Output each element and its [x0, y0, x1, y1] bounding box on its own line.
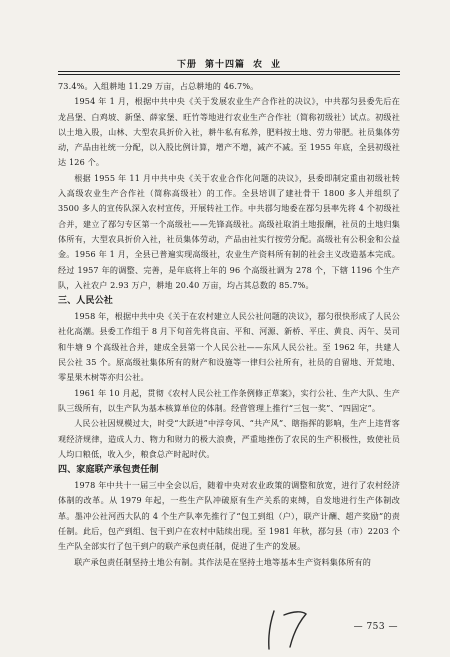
paragraph: 联产承包责任制坚持土地公有制。其作法是在坚持土地等基本生产资料集体所有的	[74, 556, 371, 567]
header-chapter: 第十四篇	[204, 59, 245, 70]
header-volume: 下册	[176, 59, 197, 70]
header-section: 农	[253, 59, 264, 70]
paragraph: 1954 年 1 月，根据中共中央《关于发展农业生产合作社的决议》，中共鄀匀县委先后在龙昌堡、白鸡坡、新堡、薛家堡、旺竹等地进行农业生产合作社（简称初级社）试点。初级社以土地入股，山林、大型农具折价入社，耕牛私有私养，肥料按土地、劳力带肥。社员集体劳动，产品由社统一分配，以入股比例计算，增产不增，减产不减。至 1955 年底，全县初级社达 126 个。	[58, 96, 400, 168]
paragraph: 根据 1955 年 11 月中共中央《关于农业合作化问题的决议》，县委即制定重由初级社转入高级农业生产合作社（简称高级社）的工作。全县培训了建社骨干 1800 多人并组织了 3500 多人的宣传队深入农村宣传，开展转社工作。中共鄀匀地委在鄀匀县率先将 4 个初级社合并，建立了鄀匀专区第一个高级社——先锋高级社。高级社取消土地报酬，社员的土地归集体所有，大型农具折价入社，社员集体劳动，产品由社实行按劳分配。高级社有公积金和公益金。1956 年 1 月，全县已普遍实现高级社，农业生产资料所有制的社会主义改造基本完成。经过 1957 年的调整、完善，是年底将上年的 96 个高级社调为 278 个，下辖 1196 个生产队，入社农户 2.93 万户，耕地 20.40 万亩，均占其总数的 85.7%。	[58, 172, 400, 290]
section-heading-people-commune: 三、人民公社	[58, 296, 113, 307]
paragraph: 1978 年中共十一届三中全会以后，随着中央对农业政策的调整和放宽，进行了农村经济体制的改革。从 1979 年起，一些生产队冲破原有生产关系的束缚，自发地进行生产体制改革。墨冲公社河西大队的 4 个生产队率先推行了“包工到组（户），联产计酬、超产奖励”的责任制。此后，包产到组、包干到户在农村中陆续出现。至 1981 年秋，鄀匀县（市）2203 个生产队全部实行了包干到户的联产承包责任制，促进了生产的发展。	[58, 480, 400, 552]
handwritten-mark	[260, 605, 320, 653]
paragraph: 1958 年，根据中共中央《关于在农村建立人民公社问题的决议》，鄀匀很快形成了人民公社化高潮。县委工作组于 8 月下旬首先将良亩、平和、河源、新桥、平庄、黄良、丙午、吴司和牛塘 9 个高级社合并，建成全县第一个人民公社——东风人民公社。至 1962 年，共建人民公社 35 个。原高级社集体所有的财产和设施等一律归公社所有，社员的自留地、开荒地、零星果木树等亦归公社。	[58, 311, 400, 383]
header-rule-thick	[58, 71, 400, 72]
paragraph: 1961 年 10 月起，贯彻《农村人民公社工作条例修正草案》，实行公社、生产大队、生产队三级所有，以生产队为基本核算单位的体制。经营管理上推行“三包一奖”、“四固定”。	[58, 387, 400, 413]
header-rule-thin	[58, 74, 400, 75]
header-section-2: 业	[271, 59, 282, 70]
page-number: — 753 —	[353, 622, 398, 632]
running-header	[58, 55, 400, 71]
body-text	[58, 79, 400, 570]
section-heading-household-responsibility: 四、家庭联产承包责任制	[58, 465, 159, 476]
paragraph: 73.4%。入组耕地 11.29 万亩，占总耕地的 46.7%。	[58, 81, 259, 91]
paragraph: 人民公社因规模过大，时受“大跃进”中浮夸风、“共产风”、瞎指挥的影响，生产上违背客观经济规律，造成人力、物力和财力的极大浪费，严重地挫伤了农民的生产积极性，致使社员人均口粮低，收入少，粮食总产时起时伏。	[58, 418, 400, 459]
